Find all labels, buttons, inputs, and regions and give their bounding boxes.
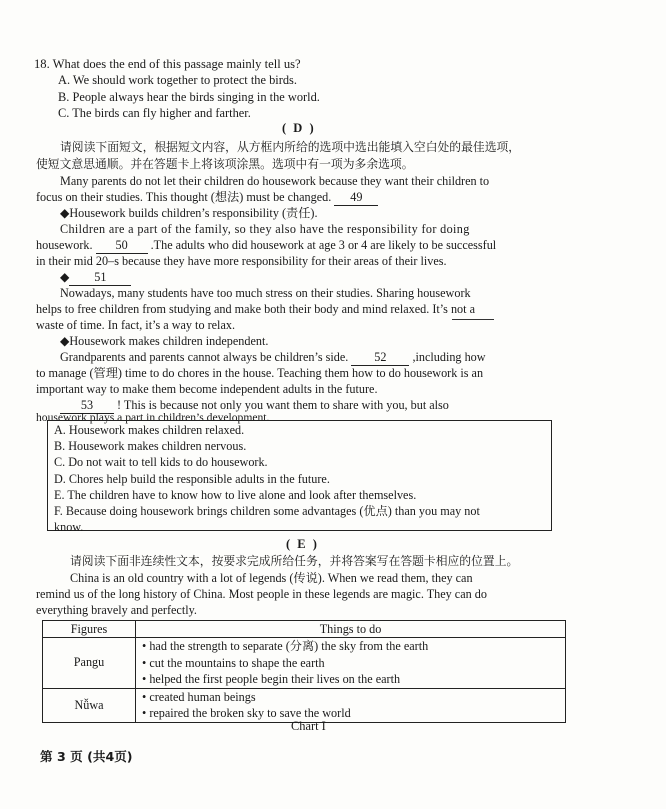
options-box: [47, 420, 552, 535]
d-heading-blank-51: ◆ 51: [60, 270, 131, 286]
option-e: E. The children have to know how to live alone and look after themselves.: [54, 487, 417, 502]
blank-49: 49: [334, 190, 378, 206]
q18-option-c: C. The birds can fly higher and farther.: [58, 106, 251, 120]
d-heading-independent: ◆Housework makes children independent.: [60, 334, 269, 348]
d-para2-line2: housework. 50 .The adults who did housework at age 3 or 4 are likely to be successful: [36, 238, 497, 252]
thing-item: • repaired the broken sky to save the world: [142, 706, 351, 720]
d-para3-line3: waste of time. In fact, it’s a way to relax.: [36, 318, 235, 332]
header-things: Things to do: [136, 621, 566, 638]
legends-chart: [42, 620, 566, 723]
d-para1-line1: Many parents do not let their children do housework because they want their children to: [60, 174, 490, 188]
page-number: 第 3 页 (共4页): [40, 749, 133, 764]
blank-50: 50: [96, 238, 148, 254]
blank-52: 52: [351, 350, 409, 366]
q18-option-a: A. We should work together to protect the birds.: [58, 73, 297, 87]
section-d-instruction-2: 使短文意思通顺。并在答题卡上将该项涂黑。选项中有一项为多余选项。: [36, 157, 414, 171]
d-para3-line1: Nowadays, many students have too much stress on their studies. Sharing housework: [60, 286, 471, 300]
table-row: [43, 688, 566, 722]
d-para1-line2: focus on their studies. This thought (想法) must be changed. 49: [36, 190, 378, 206]
option-f: F. Because doing housework brings children some advantages (优点) than you may not: [54, 504, 480, 519]
d-para4-line3: important way to make them become independent adults in the future.: [36, 382, 378, 396]
d-para3-line2: helps to free children from studying and make both their body and mind relaxed. It’s not a: [36, 302, 475, 316]
d-para4-line1: Grandparents and parents cannot always be children’s side. 52 ,including how: [60, 350, 486, 364]
section-d-instruction-1: 请阅读下面短文，根据短文内容，从方框内所给的选项中选出能填入空白处的最佳选项，: [60, 140, 521, 154]
d-para2-line1: Children are a part of the family, so they also have the responsibility for doing: [60, 222, 470, 236]
q18-stem: 18. What does the end of this passage mainly tell us?: [34, 57, 301, 71]
q18-option-b: B. People always hear the birds singing in the world.: [58, 90, 320, 104]
thing-item: • created human beings: [142, 689, 256, 704]
option-b: B. Housework makes children nervous.: [54, 439, 247, 454]
d-para4-line2: to manage (管理) time to do chores in the house. Teaching them how to do housework is an: [36, 366, 484, 380]
d-para5-line2: housework plays a part in children’s development.: [36, 411, 270, 424]
d-para2-line3: in their mid 20–s because they have more responsibility for their areas of their lives.: [36, 254, 447, 268]
e-para1-line2: remind us of the long history of China. Most people in these legends are magic. They can do: [36, 587, 487, 601]
figure-cell: Pangu: [43, 638, 136, 689]
e-para1-line1: China is an old country with a lot of legends (传说). When we read them, they can: [70, 571, 473, 585]
section-e-instruction: 请阅读下面非连续性文本，按要求完成所给任务，并将答案写在答题卡相应的位置上。: [70, 554, 519, 568]
chart-caption: Chart I: [291, 719, 326, 733]
table-row: [43, 638, 566, 689]
section-e-title: ( E ): [286, 537, 319, 551]
thing-item: • helped the first people begin their lives on the earth: [142, 672, 401, 686]
figure-cell: Nǚwa: [43, 688, 136, 722]
option-c: C. Do not wait to tell kids to do housework.: [54, 455, 268, 470]
things-cell: [136, 638, 566, 689]
e-para1-line3: everything bravely and perfectly.: [36, 603, 197, 617]
header-figures: Figures: [43, 621, 136, 638]
d-heading-responsibility: ◆Housework builds children’s responsibility (责任).: [60, 206, 318, 220]
chart-header-row: [43, 621, 566, 638]
thing-item: • had the strength to separate (分离) the sky from the earth: [142, 639, 429, 653]
option-f-cont: know.: [54, 520, 84, 535]
things-cell: [136, 688, 566, 722]
blank-51: 51: [69, 270, 131, 286]
handwritten-underline: [452, 319, 494, 320]
d-para5-line1: 53 ! This is because not only you want them to share with you, but also: [60, 398, 449, 414]
thing-item: • cut the mountains to shape the earth: [142, 655, 325, 670]
section-d-title: ( D ): [282, 121, 316, 135]
option-a: A. Housework makes children relaxed.: [54, 423, 245, 437]
option-d: D. Chores help build the responsible adults in the future.: [54, 471, 330, 486]
blank-53: 53: [60, 398, 114, 414]
